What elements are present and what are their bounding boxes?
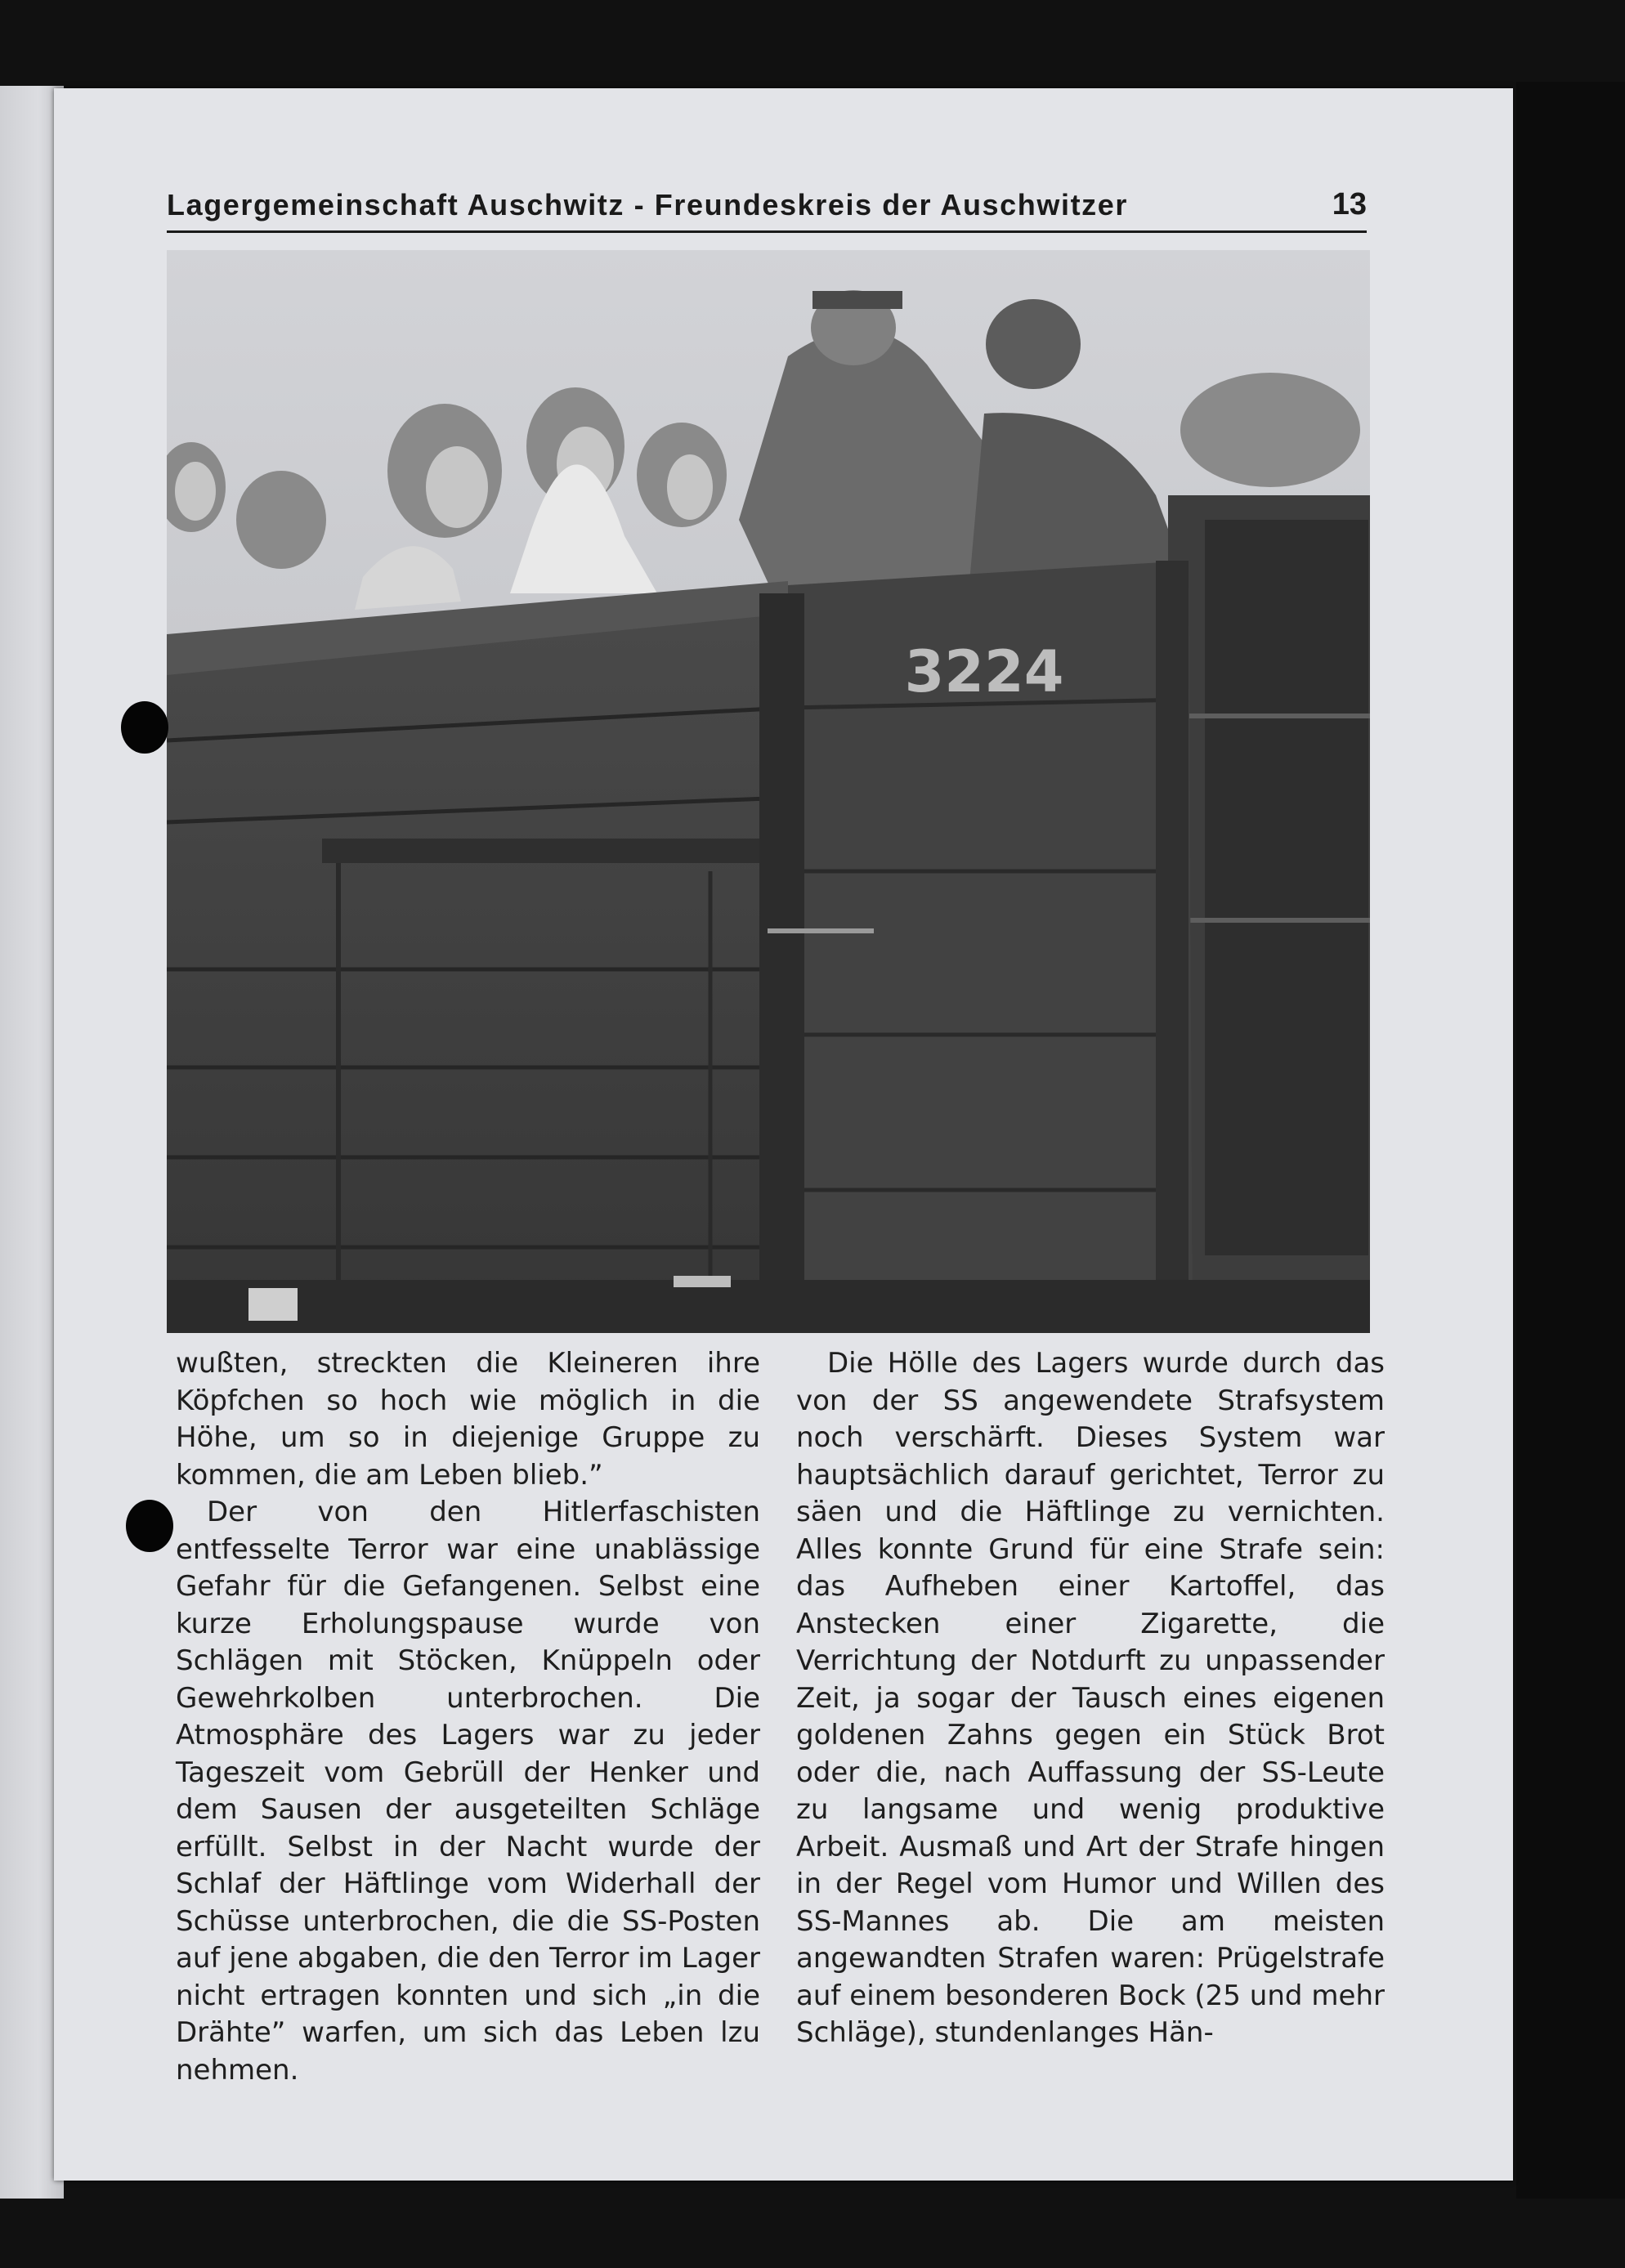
left-paragraph-1: wußten, streckten die Kleineren ihre Köpfchen so hoch wie möglich in die Höhe, um so in diejenige Gruppe zu kommen, die am Leben blieb.” — [176, 1347, 760, 1492]
punch-hole-top — [121, 701, 168, 754]
left-text-column — [176, 1345, 760, 2089]
left-paragraph-2: Der von den Hitlerfaschisten entfesselte Terror war eine unablässige Gefahr für die Gefangenen. Selbst eine kurze Erholungspause wurde von Schlägen mit Stöcken, Knüppeln oder Gewehrkolben unterbrochen. Die Atmosphäre des Lagers war zu jeder Tageszeit vom Gebrüll der Henker und dem Sausen der ausgeteilten Schläge erfüllt. Selbst in der Nacht wurde der Schlaf der Häftlinge vom Widerhall der Schüsse unterbrochen, die die SS-Posten auf jene abgaben, die den Terror im Lager nicht ertragen konnten und sich „in die Drähte” warfen, um sich das Leben lzu nehmen. — [176, 1496, 760, 2087]
punch-hole-bottom — [126, 1500, 173, 1552]
running-header — [167, 185, 1367, 233]
header-title: Lagergemeinschaft Auschwitz - Freundeskreis der Auschwitzer — [167, 188, 1129, 221]
scan-background — [1516, 82, 1625, 2199]
document-page — [54, 88, 1513, 2181]
wagon-number: 3224 — [904, 638, 1064, 705]
page-number: 13 — [1332, 187, 1367, 221]
right-text-column — [796, 1345, 1385, 2052]
right-paragraph-1: Die Hölle des Lagers wurde durch das von der SS angewendete Strafsystem noch verschärft. Dieses System war hauptsächlich darauf gerichtet, Terror zu säen und die Häftlinge zu vernichten. Alles konnte Grund für eine Strafe sein: das Aufheben einer Kartoffel, das Anstecken einer Zigarette, die Verrichtung der Notdurft zu unpassender Zeit, ja sogar der Tausch eines eigenen goldenen Zahns gegen ein Stück Brot oder die, nach Auffassung der SS-Leute zu langsame und wenig produktive Arbeit. Ausmaß und Art der Strafe hingen in der Regel vom Humor und Willen des SS-Mannes ab. Die am meisten angewandten Strafen waren: Prügelstrafe auf einem besonderen Bock (25 und mehr Schläge), stundenlanges Hän- — [796, 1347, 1385, 2049]
wagon-photograph — [167, 250, 1370, 1333]
